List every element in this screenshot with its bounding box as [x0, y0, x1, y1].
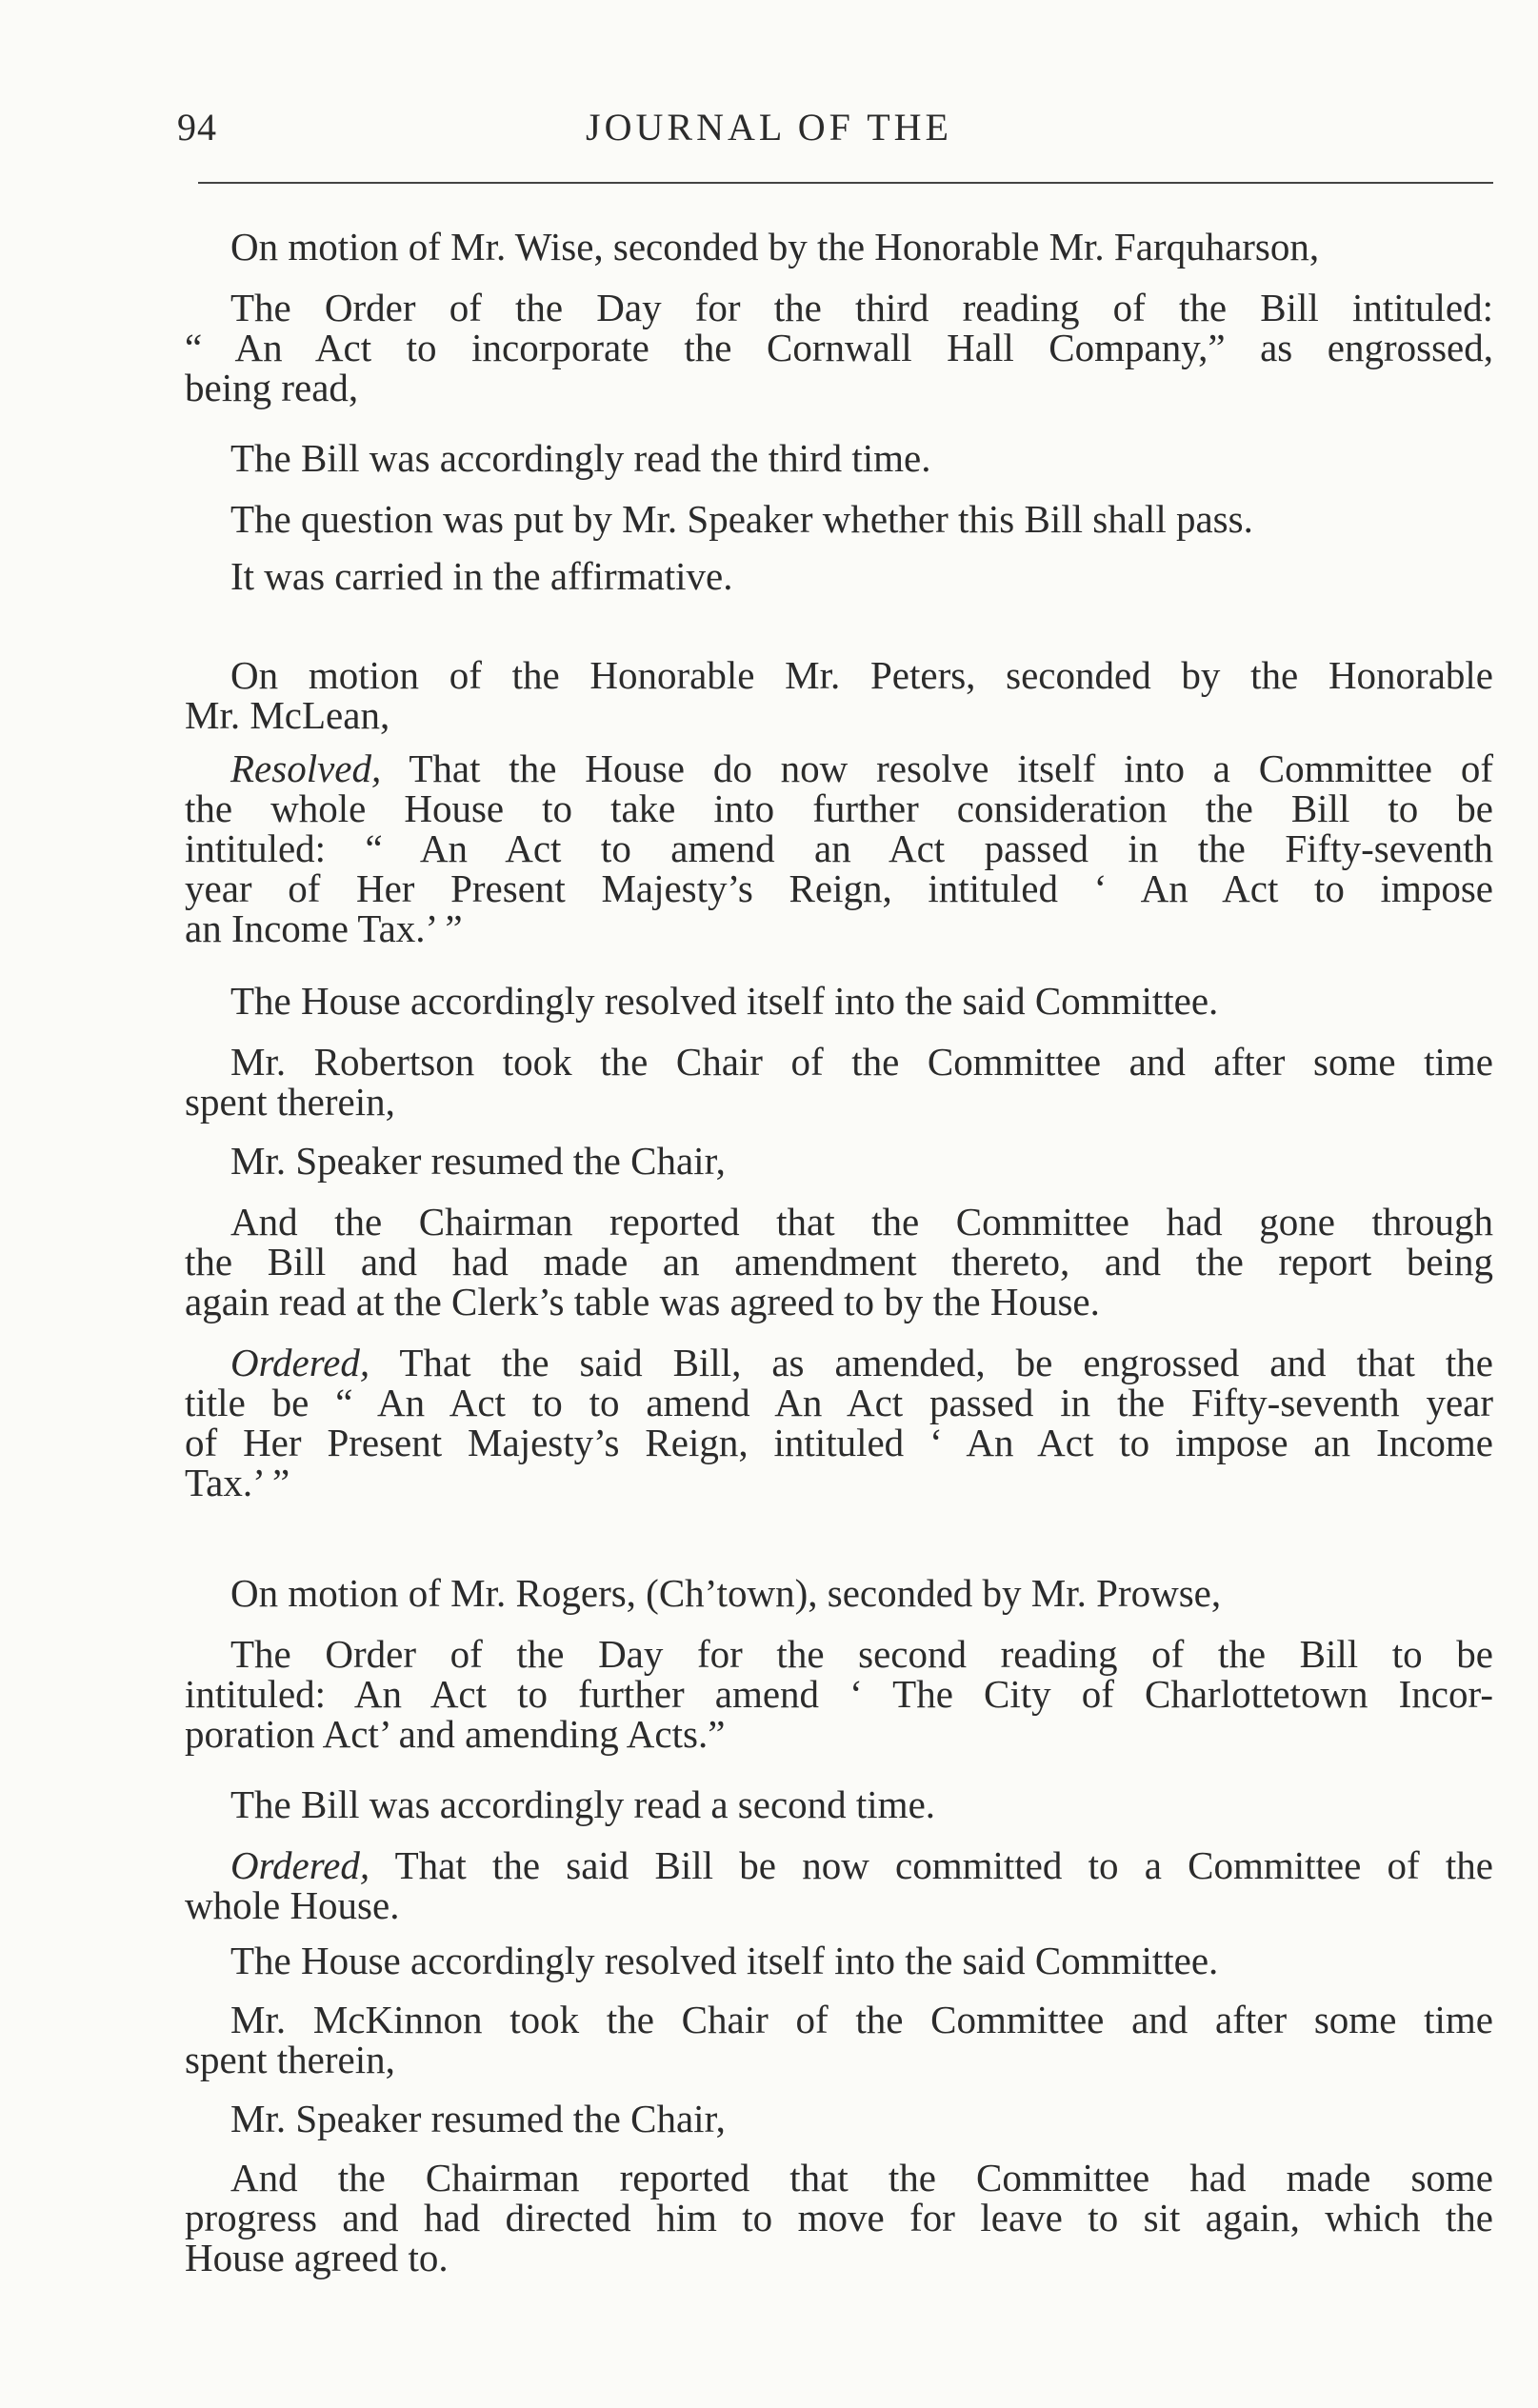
journal-paragraph	[185, 1784, 1493, 1824]
journal-paragraph	[185, 1573, 1493, 1613]
text-line: On motion of the Honorable Mr. Peters, seconded by the Honorable	[230, 653, 1493, 697]
text-line: The House accordingly resolved itself into the said Committee.	[230, 1939, 1219, 1982]
text-line: The Bill was accordingly read a second time.	[230, 1782, 936, 1826]
journal-paragraph	[185, 1202, 1493, 1322]
journal-paragraph	[185, 288, 1493, 408]
journal-paragraph	[185, 2099, 1493, 2139]
journal-paragraph	[185, 981, 1493, 1021]
text-line: On motion of Mr. Rogers, (Ch’town), seconded by Mr. Prowse,	[230, 1571, 1222, 1615]
page-number: 94	[177, 106, 217, 149]
text-line: intituled: “ An Act to amend an Act passed in the Fifty-seventh	[185, 826, 1493, 870]
text-line: the whole House to take into further consideration the Bill to be	[185, 786, 1493, 830]
text-line: And the Chairman reported that the Committee had gone through	[230, 1200, 1493, 1244]
text-line: Mr. Speaker resumed the Chair,	[230, 1139, 726, 1183]
text-line: It was carried in the affirmative.	[230, 554, 733, 598]
text-line: Mr. McLean,	[185, 693, 390, 737]
text-line: The Order of the Day for the second reading of the Bill to be	[230, 1632, 1493, 1676]
text-line: The Order of the Day for the third reading of the Bill intituled:	[230, 286, 1493, 329]
line-rest: That the House do now resolve itself into a Committee of	[381, 746, 1493, 790]
text-line: poration Act’ and amending Acts.”	[185, 1712, 726, 1756]
text-line: spent therein,	[185, 2038, 395, 2081]
journal-paragraph	[185, 1845, 1493, 1925]
text-line: spent therein,	[185, 1080, 395, 1124]
text-line: And the Chairman reported that the Committee had made some	[230, 2156, 1493, 2199]
text-line: an Income Tax.’ ”	[185, 906, 463, 950]
text-line: the Bill and had made an amendment thereto, and the report being	[185, 1240, 1493, 1284]
journal-paragraph	[185, 2158, 1493, 2278]
line-rest: That the said Bill be now committed to a Committee of the	[370, 1843, 1493, 1887]
journal-paragraph	[185, 1634, 1493, 1754]
text-line: The question was put by Mr. Speaker whether this Bill shall pass.	[230, 497, 1253, 541]
journal-paragraph	[185, 556, 1493, 596]
text-line: title be “ An Act to to amend An Act passed in the Fifty-seventh year	[185, 1381, 1493, 1424]
text-line: Mr. McKinnon took the Chair of the Committee and after some time	[230, 1998, 1493, 2041]
text-line: “ An Act to incorporate the Cornwall Hall Company,” as engrossed,	[185, 326, 1493, 369]
journal-paragraph	[185, 748, 1493, 948]
text-line	[185, 1343, 1493, 1383]
text-line: of Her Present Majesty’s Reign, intituled ‘ An Act to impose an Income	[185, 1421, 1493, 1464]
text-line: The Bill was accordingly read the third time.	[230, 436, 931, 480]
running-head: JOURNAL OF THE	[586, 106, 952, 149]
text-line: year of Her Present Majesty’s Reign, intituled ‘ An Act to impose	[185, 866, 1493, 910]
italic-lead: Ordered,	[230, 1843, 370, 1887]
text-line: House agreed to.	[185, 2236, 449, 2279]
journal-paragraph	[185, 1141, 1493, 1181]
text-line: again read at the Clerk’s table was agreed to by the House.	[185, 1280, 1100, 1323]
text-line: being read,	[185, 366, 359, 409]
journal-paragraph	[185, 1042, 1493, 1122]
header-rule	[198, 182, 1493, 184]
text-line	[185, 748, 1493, 788]
italic-lead: Ordered,	[230, 1341, 370, 1384]
text-line	[185, 1845, 1493, 1885]
text-line: The House accordingly resolved itself into the said Committee.	[230, 979, 1219, 1023]
journal-paragraph	[185, 1940, 1493, 1980]
text-line: Mr. Robertson took the Chair of the Committee and after some time	[230, 1040, 1493, 1084]
line-rest: That the said Bill, as amended, be engrossed and that the	[370, 1341, 1493, 1384]
text-line: progress and had directed him to move for leave to sit again, which the	[185, 2196, 1493, 2239]
journal-paragraph	[185, 499, 1493, 539]
journal-paragraph	[185, 655, 1493, 735]
text-line: intituled: An Act to further amend ‘ The City of Charlottetown Incor-	[185, 1672, 1493, 1716]
journal-paragraph	[185, 2000, 1493, 2080]
text-line: Mr. Speaker resumed the Chair,	[230, 2097, 726, 2140]
journal-paragraph	[185, 1343, 1493, 1503]
italic-lead: Resolved,	[230, 746, 382, 790]
journal-paragraph	[185, 227, 1493, 267]
text-line: Tax.’ ”	[185, 1461, 290, 1504]
text-line: whole House.	[185, 1883, 400, 1927]
journal-paragraph	[185, 438, 1493, 478]
text-line: On motion of Mr. Wise, seconded by the Honorable Mr. Farquharson,	[230, 225, 1320, 269]
